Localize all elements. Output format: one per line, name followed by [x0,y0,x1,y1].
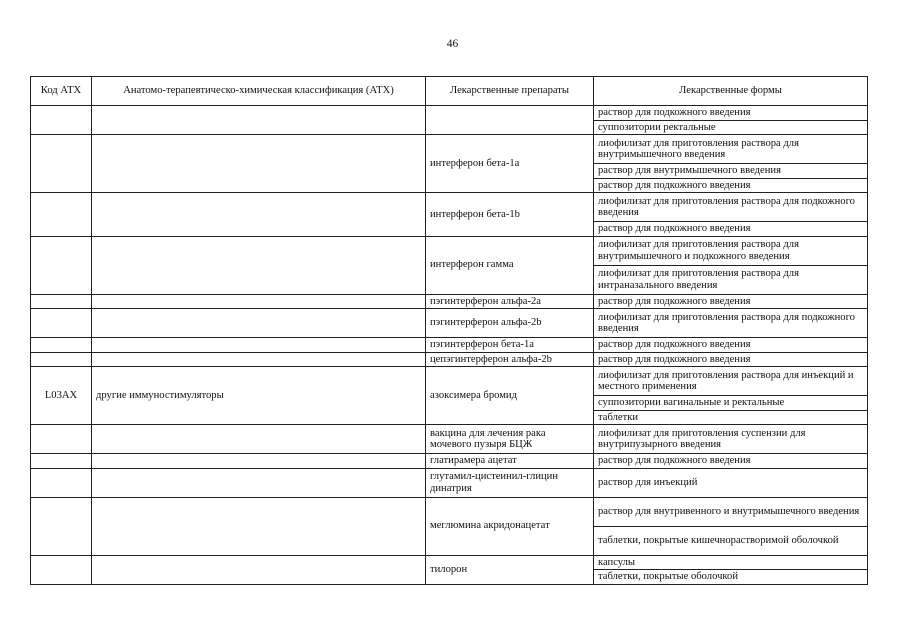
drug-cell: интерферон бета-1a [426,135,594,193]
form-cell: раствор для подкожного введения [594,106,868,121]
form-cell: таблетки [594,410,868,425]
form-cell: раствор для подкожного введения [594,222,868,237]
drug-cell: азоксимера бромид [426,367,594,425]
form-cell: лиофилизат для приготовления раствора для подкожного введения [594,309,868,338]
form-cell: лиофилизат для приготовления раствора для интраназального введения [594,265,868,294]
form-cell: лиофилизат для приготовления раствора для инъекций и местного применения [594,367,868,396]
form-cell: таблетки, покрытые оболочкой [594,570,868,585]
classification-cell [92,425,426,454]
drug-cell: цепэгинтерферон альфа-2b [426,352,594,367]
code-cell [31,309,92,338]
code-cell [31,193,92,237]
form-cell: лиофилизат для приготовления суспензии для внутрипузырного введения [594,425,868,454]
table-row [31,309,868,338]
header-classification: Анатомо-терапевтическо-химическая классификация (АТХ) [92,77,426,106]
table-row [31,497,868,526]
drug-cell: вакцина для лечения рака мочевого пузыря БЦЖ [426,425,594,454]
table-row [31,425,868,454]
form-cell: раствор для инъекций [594,468,868,497]
table-row [31,294,868,309]
code-cell [31,294,92,309]
header-drugs: Лекарственные препараты [426,77,594,106]
classification-cell [92,193,426,237]
classification-cell [92,309,426,338]
page-number: 46 [446,38,459,50]
table-row [31,193,868,222]
form-cell: раствор для подкожного введения [594,454,868,469]
code-cell [31,338,92,353]
table-row [31,236,868,265]
form-cell: раствор для подкожного введения [594,352,868,367]
drug-cell: пэгинтерферон альфа-2a [426,294,594,309]
form-cell: лиофилизат для приготовления раствора для подкожного введения [594,193,868,222]
code-cell [31,555,92,584]
code-cell [31,425,92,454]
classification-cell [92,338,426,353]
code-cell [31,352,92,367]
drug-cell: пэгинтерферон бета-1a [426,338,594,353]
table-row [31,106,868,121]
classification-cell [92,497,426,555]
classification-cell [92,294,426,309]
header-forms: Лекарственные формы [594,77,868,106]
table-row [31,338,868,353]
form-cell: раствор для внутривенного и внутримышечного введения [594,497,868,526]
form-cell: раствор для внутримышечного введения [594,164,868,179]
code-cell [31,106,92,135]
table-row [31,367,868,396]
table-row [31,468,868,497]
code-cell [31,236,92,294]
drug-cell: интерферон гамма [426,236,594,294]
table-row [31,454,868,469]
drug-cell: тилорон [426,555,594,584]
drug-cell: меглюмина акридонацетат [426,497,594,555]
classification-cell [92,106,426,135]
table-header-row [31,77,868,106]
form-cell: лиофилизат для приготовления раствора для внутримышечного введения [594,135,868,164]
classification-cell [92,135,426,193]
code-cell [31,468,92,497]
drug-cell [426,106,594,135]
table-row [31,135,868,164]
classification-cell: другие иммуностимуляторы [92,367,426,425]
form-cell: раствор для подкожного введения [594,178,868,193]
form-cell: суппозитории ректальные [594,120,868,135]
table-row [31,555,868,570]
form-cell: капсулы [594,555,868,570]
form-cell: раствор для подкожного введения [594,294,868,309]
code-cell [31,497,92,555]
classification-cell [92,468,426,497]
drug-cell: глатирамера ацетат [426,454,594,469]
classification-cell [92,236,426,294]
form-cell: таблетки, покрытые кишечнорастворимой оболочкой [594,526,868,555]
code-cell [31,454,92,469]
classification-cell [92,555,426,584]
code-cell [31,135,92,193]
form-cell: лиофилизат для приготовления раствора для внутримышечного и подкожного введения [594,236,868,265]
atx-table [30,76,868,585]
drug-cell: пэгинтерферон альфа-2b [426,309,594,338]
classification-cell [92,454,426,469]
header-code: Код АТХ [31,77,92,106]
drug-cell: интерферон бета-1b [426,193,594,237]
form-cell: раствор для подкожного введения [594,338,868,353]
code-cell: L03AX [31,367,92,425]
drug-cell: глутамил-цистеинил-глицин динатрия [426,468,594,497]
classification-cell [92,352,426,367]
table-row [31,352,868,367]
form-cell: суппозитории вагинальные и ректальные [594,396,868,411]
